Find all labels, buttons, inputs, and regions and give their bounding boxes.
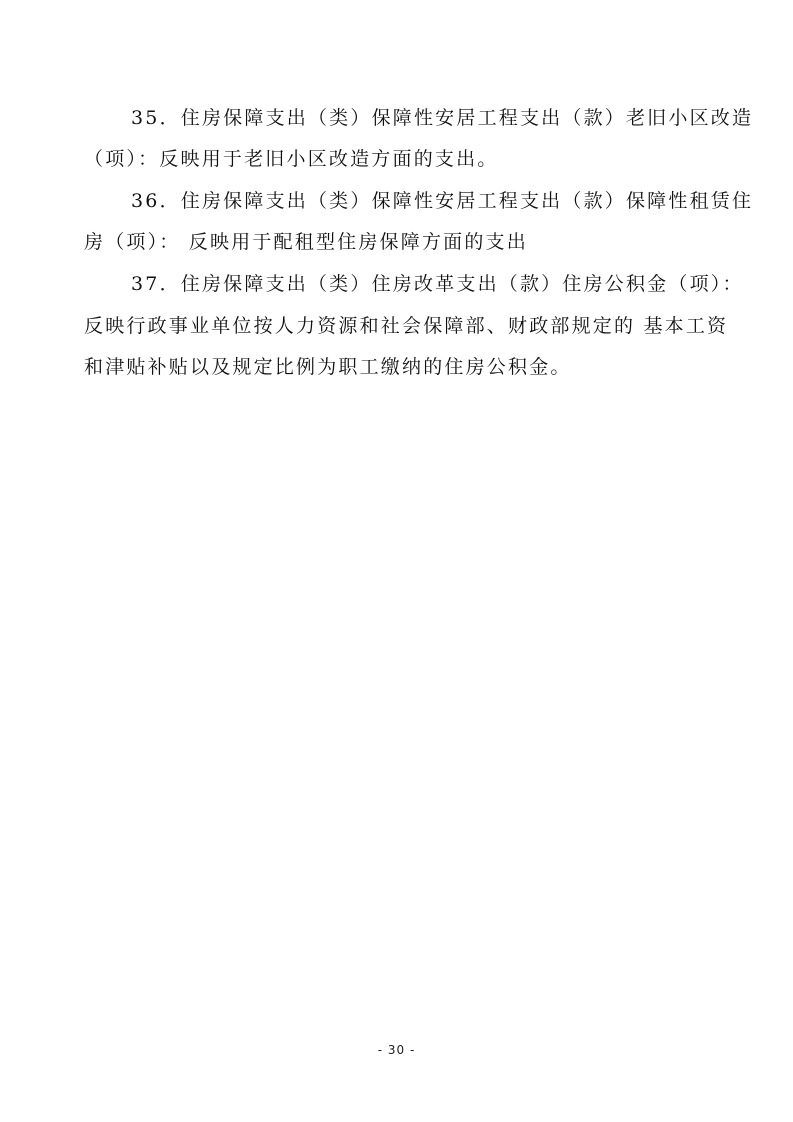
paragraph-37-line-2: 反映行政事业单位按人力资源和社会保障部、财政部规定的 基本工资 — [84, 315, 729, 337]
paragraph-37-line-3: 和津贴补贴以及规定比例为职工缴纳的住房公积金。 — [84, 356, 572, 378]
paragraph-37-line-1: 37．住房保障支出（类）住房改革支出（款）住房公积金（项）： — [131, 273, 744, 295]
paragraph-35-line-2: （项）：反映用于老旧小区改造方面的支出。 — [84, 148, 499, 170]
paragraph-36-line-1: 36．住房保障支出（类）保障性安居工程支出（款）保障性租赁住 — [131, 190, 754, 212]
paragraph-35-line-1: 35．住房保障支出（类）保障性安居工程支出（款）老旧小区改造 — [131, 107, 754, 129]
paragraph-36-line-2: 房（项）： 反映用于配租型住房保障方面的支出 — [84, 231, 528, 253]
page-number: - 30 - — [377, 1043, 416, 1057]
